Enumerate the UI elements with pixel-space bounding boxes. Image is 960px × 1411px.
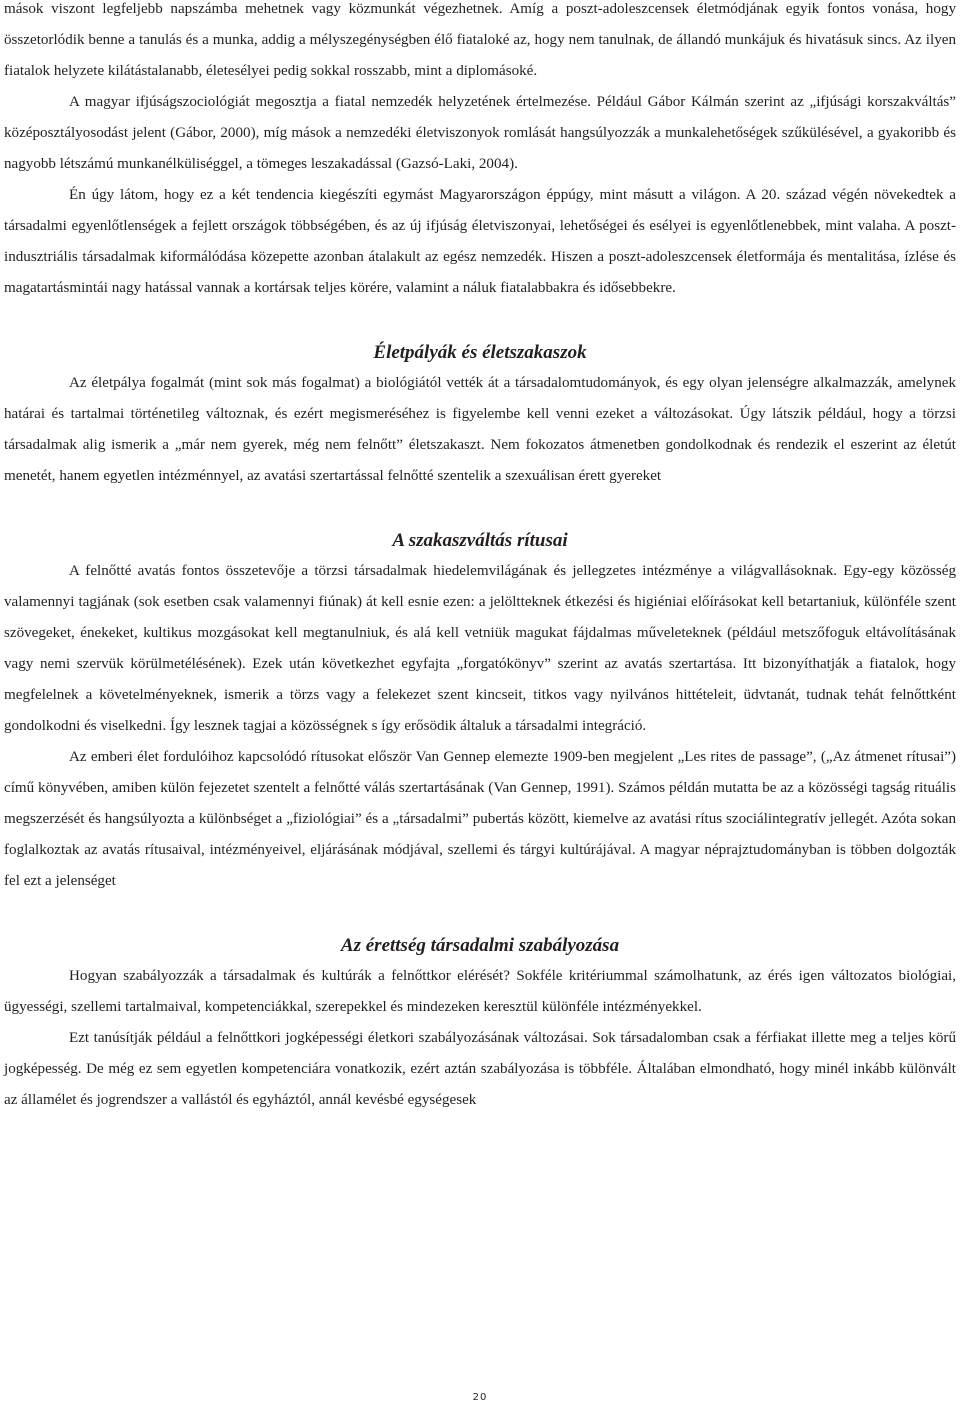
page-body: [4, 0, 956, 1116]
intro-paragraph-3: Én úgy látom, hogy ez a két tendencia kiegészíti egymást Magyarországon éppúgy, mint másutt a világon. A 20. század végén növekedtek a társadalmi egyenlőtlenségek a fejlett országok többségében, és az új ifjúság életviszonyai, lehetőségei és esélyei is egyenlőtlenebbek, mint valaha. A poszt-indusztriális társadalmak kiformálódása közepette azonban átalakult az egész nemzedék. Hiszen a poszt-adoleszcensek életformája és mentalitása, ízlése és magatartásmintái nagy hatással vannak a kortársak teljes körére, valamint a náluk fiatalabbakra és idősebbekre.: [4, 187, 956, 296]
section1-paragraph-1: Az életpálya fogalmát (mint sok más fogalmat) a biológiától vették át a társadalomtudományok, és egy olyan jelenségre alkalmazzák, amelynek határai és tartalmai történetileg változnak, és ezért megismeréséhez is figyelembe kell venni ezeket a változásokat. Úgy látszik például, hogy a törzsi társadalmak alig ismerik a „már nem gyerek, még nem felnőtt” életszakaszt. Nem fokozatos átmenetben gondolkodnak és rendezik el eszerint az életút menetét, hanem egyetlen intézménnyel, az avatási szertartással felnőtté szentelik a szexuálisan érett gyereket: [4, 375, 956, 484]
section-heading-eletpalyak: Életpályák és életszakaszok: [373, 342, 587, 363]
page-number: 20: [472, 1392, 488, 1403]
intro-paragraph-2: A magyar ifjúságszociológiát megosztja a fiatal nemzedék helyzetének értelmezése. Például Gábor Kálmán szerint az „ifjúsági korszakváltás” középosztályosodást jelent (Gábor, 2000), míg mások a nemzedéki életviszonyok romlását hangsúlyozzák a munkalehetőségek szűkülésével, a gyakoribb és nagyobb létszámú munkanélküliséggel, a tömeges leszakadással (Gazsó-Laki, 2004).: [4, 94, 956, 172]
section2-paragraph-2: Az emberi élet fordulóihoz kapcsolódó rítusokat először Van Gennep elemezte 1909-ben megjelent „Les rites de passage”, („Az átmenet rítusai”) című könyvében, amiben külön fejezetet szentelt a felnőtté válás szertartásának (Van Gennep, 1991). Számos példán mutatta be az a közösségi tagság rituális megszerzését és hangsúlyozta a különbséget a „fiziológiai” és a „társadalmi” pubertás között, kiemelve az avatási rítus szociálintegratív jellegét. Azóta sokan foglalkoztak az avatás rítusaival, intézményeivel, eljárásának módjával, szellemi és tárgyi kultúrájával. A magyar néprajztudományban is többen dolgozták fel ezt a jelenséget: [4, 749, 956, 889]
section2-paragraph-1: A felnőtté avatás fontos összetevője a törzsi társadalmak hiedelemvilágának és jellegzetes intézménye a világvallásoknak. Egy-egy közösség valamennyi tagjának (sok esetben csak valamennyi fiúnak) át kell esnie ezen: a jelöltteknek étkezési és higiéniai előírásokat kell betartaniuk, különféle szent szövegeket, énekeket, kultikus mozgásokat kell megtanulniuk, és alá kell vetniük magukat fájdalmas műveleteknek (például metszőfoguk eltávolításának vagy nemi szervük körülmetélésének). Ezek után következhet egyfajta „forgatókönyv” szerint az avatás szertartása. Itt bizonyíthatják a fiatalok, hogy megfelelnek a követelményeknek, ismerik a törzs vagy a felekezet szent kincseit, titkos vagy nyilvános hittételeit, üdvtanát, tudnak tehát felnőttként gondolkodni és viselkedni. Így lesznek tagjai a közösségnek s így erősödik általuk a társadalmi integráció.: [4, 563, 956, 734]
section-heading-erettseg: Az érettség társadalmi szabályozása: [340, 935, 620, 956]
section3-paragraph-2: Ezt tanúsítják például a felnőttkori jogképességi életkori szabályozásának változásai. Sok társadalomban csak a férfiakat illette meg a teljes körű jogképesség. De még ez sem egyetlen kompetenciára vonatkozik, ezért aztán szabályozása is többféle. Általában elmondható, hogy minél inkább különvált az államélet és jogrendszer a vallástól és egyháztól, annál kevésbé egységesek: [4, 1030, 956, 1108]
section3-paragraph-1: Hogyan szabályozzák a társadalmak és kultúrák a felnőttkor elérését? Sokféle kritériummal számolhatunk, az érés igen változatos biológiai, ügyességi, szellemi tartalmaival, kompetenciákkal, szerepekkel és mindezeken keresztül különféle intézményekkel.: [4, 968, 956, 1015]
section-heading-szakaszvaltas: A szakaszváltás rítusai: [392, 530, 568, 551]
intro-paragraph-1: mások viszont legfeljebb napszámba mehetnek vagy közmunkát végezhetnek. Amíg a poszt-adoleszcensek életmódjának egyik fontos vonása, hogy összetorlódik benne a tanulás és a munka, addig a mélyszegénységben élő fiataloké az, hogy nem tanulnak, de állandó munkájuk és hivatásuk sincs. Az ilyen fiatalok helyzete kilátástalanabb, életesélyei pedig sokkal rosszabb, mint a diplomásoké.: [4, 1, 956, 79]
